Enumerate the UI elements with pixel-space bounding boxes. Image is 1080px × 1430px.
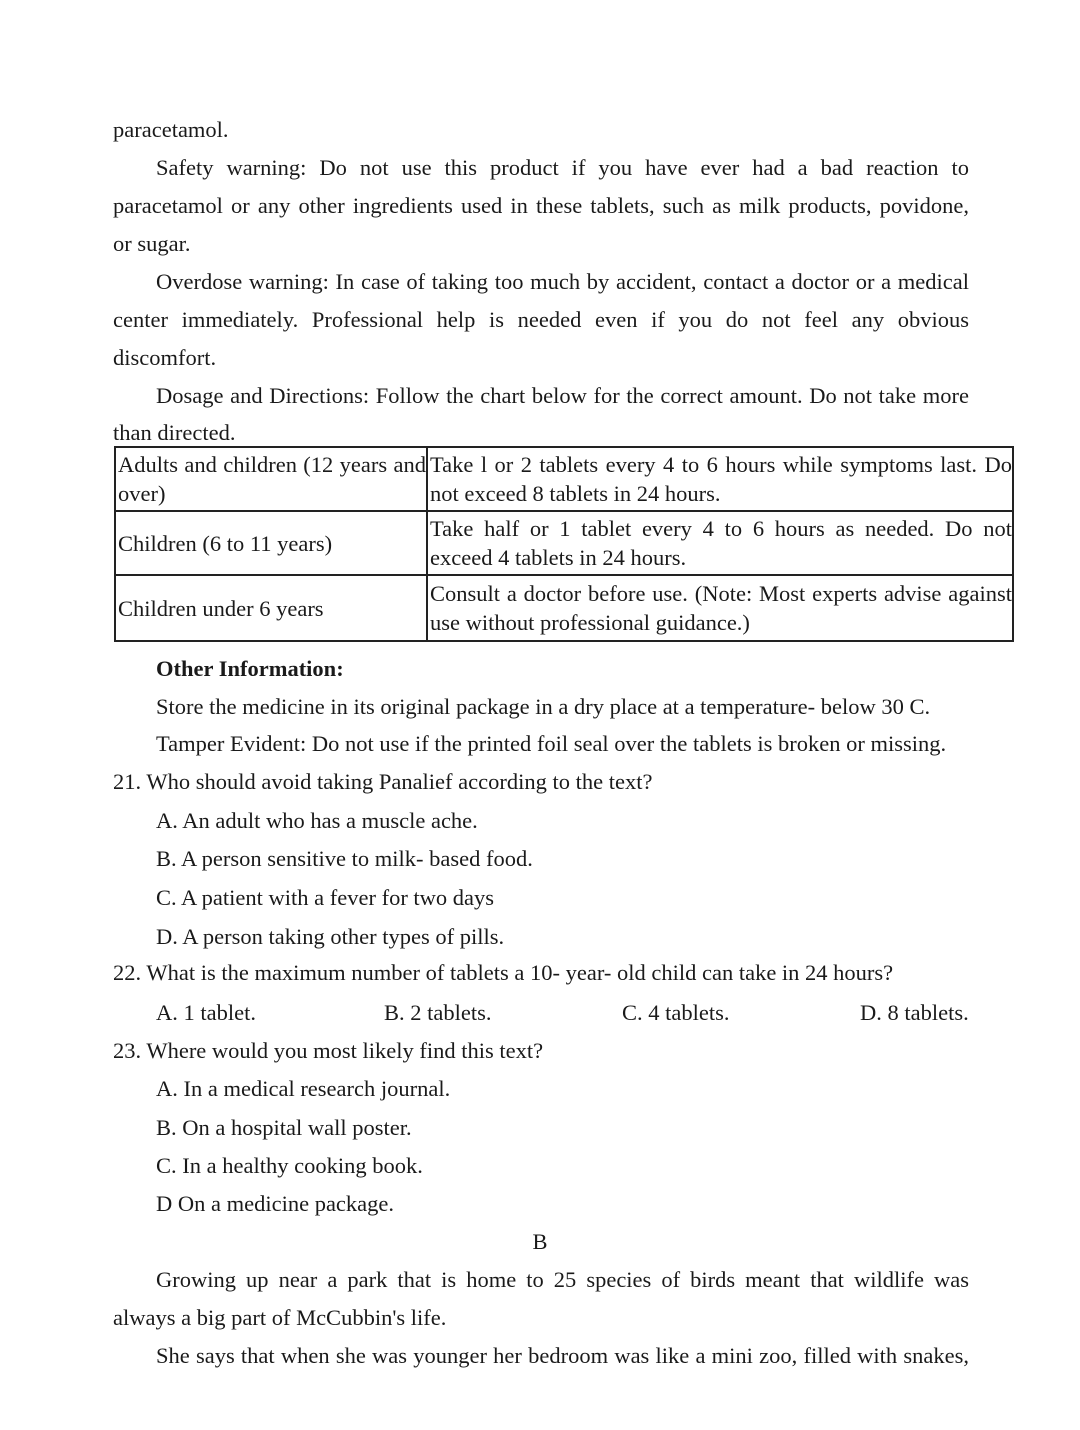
dosage-group: Children (6 to 11 years)	[115, 511, 427, 575]
dosage-group: Children under 6 years	[115, 575, 427, 641]
tamper-note: Tamper Evident: Do not use if the printed foil seal over the tablets is broken or missing.	[156, 731, 947, 756]
dosage-row	[115, 447, 1013, 511]
question-22-option-b: B. 2 tablets.	[384, 1000, 492, 1025]
question-22-option-c: C. 4 tablets.	[622, 1000, 730, 1025]
dosage-direction: Take half or 1 tablet every 4 to 6 hours as needed. Do not exceed 4 tablets in 24 hours.	[427, 511, 1013, 575]
question-23-option-c: C. In a healthy cooking book.	[156, 1153, 423, 1178]
question-23-option-a: A. In a medical research journal.	[156, 1076, 451, 1101]
dosage-direction: Take l or 2 tablets every 4 to 6 hours while symptoms last. Do not exceed 8 tablets in 24 hours.	[427, 447, 1013, 511]
other-information-heading: Other Information:	[156, 656, 344, 681]
question-22-option-a: A. 1 tablet.	[156, 1000, 256, 1025]
question-21-option-a: A. An adult who has a muscle ache.	[156, 808, 478, 833]
safety-warning-line: paracetamol or any other ingredients used in these tablets, such as milk products, povidone,	[113, 193, 969, 218]
section-b-line: Growing up near a park that is home to 25 species of birds meant that wildlife was	[156, 1267, 969, 1292]
question-21-option-b: B. A person sensitive to milk- based food.	[156, 846, 533, 871]
dosage-row	[115, 575, 1013, 641]
dosage-group: Adults and children (12 years and over)	[115, 447, 427, 511]
question-21-option-c: C. A patient with a fever for two days	[156, 885, 495, 910]
question-21-stem: 21. Who should avoid taking Panalief according to the text?	[113, 769, 653, 794]
overdose-warning-line: Overdose warning: In case of taking too much by accident, contact a doctor or a medical	[156, 269, 969, 294]
passage-line: paracetamol.	[113, 117, 229, 142]
overdose-warning-line: center immediately. Professional help is needed even if you do not feel any obvious	[113, 307, 969, 332]
question-23-option-d: D On a medicine package.	[156, 1191, 395, 1216]
safety-warning-line: or sugar.	[113, 231, 191, 256]
dosage-row	[115, 511, 1013, 575]
question-22-stem: 22. What is the maximum number of tablets a 10- year- old child can take in 24 hours?	[113, 960, 894, 985]
dosage-directions-line: Dosage and Directions: Follow the chart below for the correct amount. Do not take more	[156, 383, 969, 408]
section-b-label: B	[532, 1229, 548, 1254]
dosage-directions-line: than directed.	[113, 420, 236, 445]
section-b-line: always a big part of McCubbin's life.	[113, 1305, 447, 1330]
dosage-table	[114, 446, 1014, 642]
section-b-line: She says that when she was younger her bedroom was like a mini zoo, filled with snakes,	[156, 1343, 969, 1368]
question-23-stem: 23. Where would you most likely find this text?	[113, 1038, 544, 1063]
overdose-warning-line: discomfort.	[113, 345, 217, 370]
storage-note: Store the medicine in its original package in a dry place at a temperature- below 30 C.	[156, 694, 931, 719]
question-23-option-b: B. On a hospital wall poster.	[156, 1115, 412, 1140]
question-22-options	[0, 998, 1080, 1028]
question-22-option-d: D. 8 tablets.	[860, 1000, 969, 1025]
safety-warning-line: Safety warning: Do not use this product if you have ever had a bad reaction to	[156, 155, 969, 180]
question-21-option-d: D. A person taking other types of pills.	[156, 924, 505, 949]
dosage-direction: Consult a doctor before use. (Note: Most experts advise against use without professional guidance.)	[427, 575, 1013, 641]
